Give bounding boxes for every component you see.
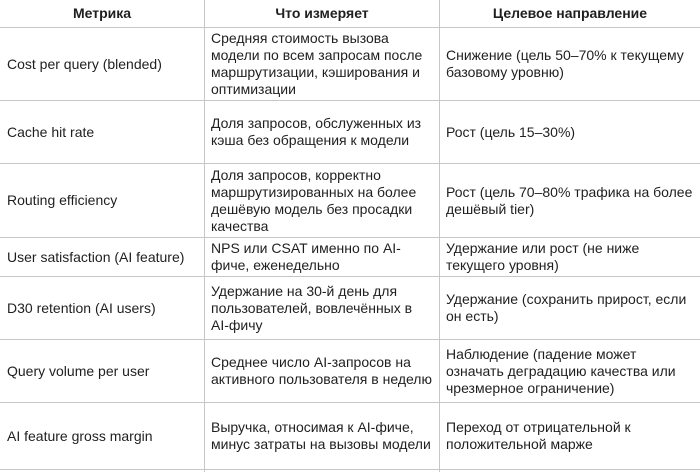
cell-measures[interactable]: Доля запросов, обслуженных из кэша без обращения к модели: [205, 101, 440, 164]
cell-target[interactable]: Рост (цель 70–80% трафика на более дешёвый tier): [440, 164, 700, 238]
header-row: [0, 0, 700, 28]
header-measures[interactable]: Что измеряет: [205, 0, 440, 28]
table-row: [0, 340, 700, 403]
cell-measures[interactable]: Выручка, относимая к AI-фиче, минус затраты на вызовы модели: [205, 403, 440, 470]
header-metric[interactable]: Метрика: [0, 0, 205, 28]
table-row: [0, 238, 700, 277]
table-row: [0, 164, 700, 238]
cell-measures[interactable]: Доля запросов, корректно маршрутизированных на более дешёвую модель без просадки качества: [205, 164, 440, 238]
cell-measures[interactable]: Удержание на 30-й день для пользователей, вовлечённых в AI-фичу: [205, 277, 440, 340]
table-row: [0, 101, 700, 164]
cell-measures[interactable]: NPS или CSAT именно по AI-фиче, еженедельно: [205, 238, 440, 277]
table-row: [0, 277, 700, 340]
cell-target[interactable]: Наблюдение (падение может означать деградацию качества или чрезмерное ограничение): [440, 340, 700, 403]
cell-metric[interactable]: AI feature gross margin: [0, 403, 205, 470]
cell-target[interactable]: Переход от отрицательной к положительной марже: [440, 403, 700, 470]
header-target[interactable]: Целевое направление: [440, 0, 700, 28]
cell-metric[interactable]: Cost per query (blended): [0, 28, 205, 101]
cell-measures[interactable]: Среднее число AI-запросов на активного пользователя в неделю: [205, 340, 440, 403]
cell-target[interactable]: Рост (цель 15–30%): [440, 101, 700, 164]
cell-metric[interactable]: Query volume per user: [0, 340, 205, 403]
cell-target[interactable]: Удержание (сохранить прирост, если он есть): [440, 277, 700, 340]
cell-metric[interactable]: Cache hit rate: [0, 101, 205, 164]
cell-target[interactable]: Удержание или рост (не ниже текущего уровня): [440, 238, 700, 277]
table-row: [0, 403, 700, 470]
cell-metric[interactable]: D30 retention (AI users): [0, 277, 205, 340]
cell-metric[interactable]: User satisfaction (AI feature): [0, 238, 205, 277]
cell-measures[interactable]: Средняя стоимость вызова модели по всем запросам после маршрутизации, кэширования и оптимизации: [205, 28, 440, 101]
cell-metric[interactable]: Routing efficiency: [0, 164, 205, 238]
table-row: [0, 28, 700, 101]
cell-target[interactable]: Снижение (цель 50–70% к текущему базовому уровню): [440, 28, 700, 101]
